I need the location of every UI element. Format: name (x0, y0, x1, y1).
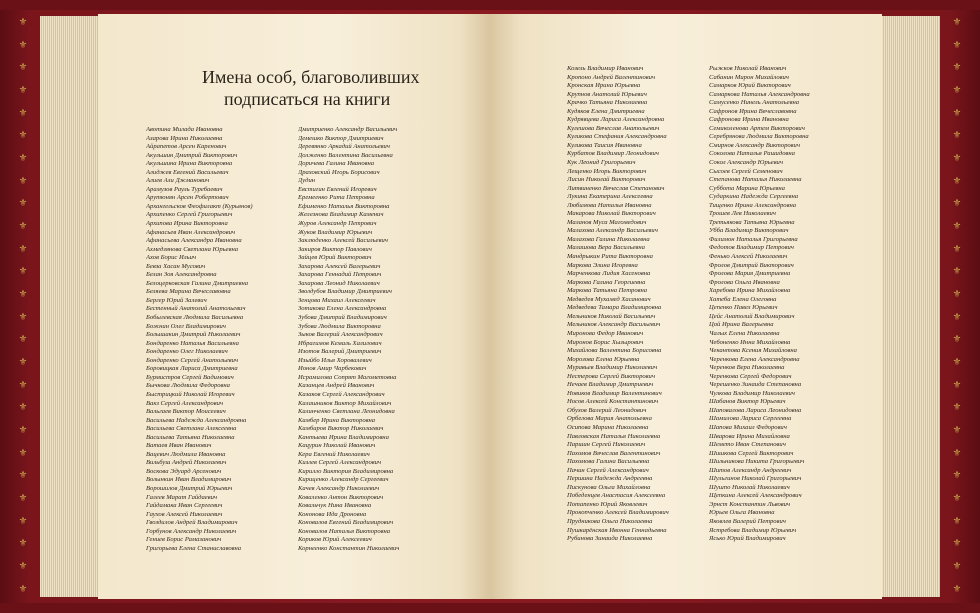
subscriber-name: Сысоев Сергей Семенович (709, 167, 783, 175)
subscriber-name: Шварова Ирина Михайловна (709, 432, 790, 440)
fleur-de-lis-icon: ⚜ (18, 470, 28, 482)
subscriber-name: Мандрыкин Рита Викторовна (567, 253, 653, 261)
subscriber-name: Пахомов Вячеслав Валентинович (567, 449, 661, 457)
subscriber-name: Ясько Юрий Владимирович (709, 535, 786, 543)
subscriber-name: Афанасьева Александра Ивановна (146, 237, 242, 245)
fleur-de-lis-icon: ⚜ (18, 130, 28, 142)
subscriber-name: Камбаров Виктор Николаевич (298, 425, 384, 433)
subscriber-name: Зенцова Михаил Алексеевич (298, 296, 376, 304)
subscriber-name: Корнеенко Константин Николаевич (298, 544, 400, 552)
subscriber-name: Пискунова Ольга Михайловна (567, 483, 651, 491)
subscriber-name: Бевза Хасан Мусович (146, 262, 206, 270)
fleur-de-lis-icon: ⚜ (18, 85, 28, 97)
subscriber-name: Третьякова Татьяна Юрьевна (709, 218, 795, 226)
subscriber-name: Железнова Владимир Каменич (298, 211, 384, 219)
fleur-de-lis-icon: ⚜ (18, 266, 28, 278)
subscriber-name: Миронова Федор Иванович (567, 329, 644, 337)
subscriber-name: Яковлев Валерий Петрович (709, 517, 786, 525)
fleur-de-lis-icon: ⚜ (18, 243, 28, 255)
subscriber-name: Мельников Николай Васильевич (567, 312, 656, 320)
subscriber-name: Маланов Муса Магомедович (567, 218, 647, 226)
subscriber-name: Пахомова Галина Васильевна (567, 458, 650, 466)
left-page-column-1 (146, 126, 253, 553)
fleur-de-lis-icon: ⚜ (18, 493, 28, 505)
subscriber-name: Куликова Стефания Александровна (567, 133, 667, 141)
subscriber-name: Вацевич Людмила Ивановна (146, 450, 226, 458)
fleur-de-lis-icon: ⚜ (952, 221, 962, 233)
fleur-de-lis-icon: ⚜ (18, 311, 28, 323)
subscriber-name: Демешко Виктор Дмитриевич (298, 134, 384, 142)
subscriber-name: Литвиненко Вячеслав Степанович (567, 184, 665, 192)
cover-edge-bottom (0, 603, 980, 613)
subscriber-name: Лукина Екатерина Алексеевна (567, 193, 653, 201)
fleur-de-lis-icon: ⚜ (952, 583, 962, 595)
subscriber-name: Драховский Игорь Борисович (298, 168, 380, 176)
subscriber-name: Сударкина Надежда Сергеевна (709, 193, 799, 201)
subscriber-name: Бестенный Анатолий Анатольевич (146, 305, 246, 313)
cover-edge-top (0, 0, 980, 10)
right-page-column-2 (709, 65, 810, 544)
subscriber-name: Зубова Дмитрий Владимирович (298, 314, 387, 322)
subscriber-name: Черенкова Сергей Федорович (709, 372, 792, 380)
fleur-de-lis-icon: ⚜ (952, 85, 962, 97)
subscriber-name: Сафронова Ирина Ивановна (709, 116, 789, 124)
subscriber-name: Бондаренко Наталья Васильевна (146, 339, 239, 347)
subscriber-name: Самарков Юрий Викторович (709, 82, 791, 90)
subscriber-name: Крупнов Анатолий Юрьевич (567, 90, 647, 98)
subscriber-name: Шульгинов Николай Григорьевич (709, 475, 802, 483)
subscriber-name: Шишкова Сергей Викторович (709, 449, 794, 457)
fleur-de-lis-icon: ⚜ (18, 153, 28, 165)
subscriber-name: Шаповалова Лариса Леонидовна (709, 406, 802, 414)
subscriber-name: Белан Зоя Александровна (146, 271, 217, 279)
subscriber-name: Дудин (298, 177, 316, 185)
fleur-de-lis-icon: ⚜ (952, 538, 962, 550)
subscriber-name: Ахов Борис Ильич (146, 254, 197, 262)
subscriber-name: Калинченко Светлана Леонидовна (298, 408, 395, 416)
subscriber-name: Чебоненко Инна Михайловна (709, 338, 791, 346)
fleur-de-lis-icon: ⚜ (952, 62, 962, 74)
subscriber-name: Нестерова Сергей Викторович (567, 372, 655, 380)
subscriber-name: Беляева Марина Вячеславовна (146, 288, 231, 296)
subscriber-name: Кантыева Ирина Владимировна (298, 433, 389, 441)
subscriber-name: Фролов Дмитрий Викторович (709, 261, 794, 269)
fleur-de-lis-icon: ⚜ (952, 311, 962, 323)
subscriber-name: Арутюнян Арсен Робертович (146, 194, 229, 202)
subscriber-name: Афанасьев Иван Александрович (146, 228, 236, 236)
fleur-de-lis-icon: ⚜ (952, 153, 962, 165)
subscriber-name: Суббота Марина Юрьевна (709, 184, 785, 192)
subscriber-name: Бобылевская Людмила Васильевна (146, 314, 244, 322)
subscriber-name: Болышакин Дмитрий Николаевич (146, 331, 241, 339)
subscriber-name: Соколова Наталья Рашидовна (709, 150, 795, 158)
subscriber-name: Захарова Леонид Николаевич (298, 279, 380, 287)
subscriber-name: Григорьева Елена Станиславовна (146, 544, 242, 552)
subscriber-name: Акульшина Ирина Викторовна (146, 160, 233, 168)
subscriber-name: Фенько Алексей Николаевич (709, 253, 788, 261)
subscriber-name: Бычкова Людмила Федоровна (146, 382, 230, 390)
subscriber-name: Заклюденко Алексей Васильевич (298, 237, 388, 245)
subscriber-name: Хатеба Елена Олеговна (709, 295, 777, 303)
subscriber-name: Осипова Марина Николаевна (567, 423, 649, 431)
subscriber-name: Степанова Наталья Николаевна (709, 176, 802, 184)
fleur-de-lis-icon: ⚜ (18, 334, 28, 346)
subscriber-name: Вакз Сергей Александрович (146, 399, 224, 407)
subscriber-name: Кера Евгений Николаевич (298, 450, 370, 458)
subscriber-name: Цой Ирина Валерьевна (709, 321, 774, 329)
subscriber-name: Качев Александр Николаевич (298, 484, 380, 492)
subscriber-name: Бондаренко Олег Николаевич (146, 348, 228, 356)
subscriber-name: Макарова Николай Викторович (567, 210, 656, 218)
subscriber-name: Пачин Сергей Александрович (567, 466, 649, 474)
title-line-1: Имена особ, благоволивших (202, 67, 420, 87)
fleur-de-lis-icon: ⚜ (952, 107, 962, 119)
subscriber-name: Акульшин Дмитрий Викторович (146, 151, 238, 159)
subscriber-name: Зубова Людмила Викторовна (298, 322, 381, 330)
subscriber-name: Еремеенко Рита Петровна (298, 194, 375, 202)
subscriber-name: Черенкова Елена Александровна (709, 355, 800, 363)
subscriber-name: Куликова Таисия Ивановна (567, 141, 642, 149)
subscriber-name: Евстигин Евгений Игоревич (298, 185, 377, 193)
subscriber-name: Щепкина Алексей Александрович (709, 492, 802, 500)
subscriber-name: Гаухов Алексей Николаевич (146, 510, 223, 518)
subscriber-name: Семиколенова Артем Викторович (709, 124, 805, 132)
subscriber-name: Прудникова Ольга Николаевна (567, 517, 653, 525)
subscriber-name: Лисин Николай Викторович (567, 176, 646, 184)
subscriber-name: Серебрянова Людмила Викторовна (709, 133, 809, 141)
subscriber-name: Кириценко Александр Сергеевич (298, 476, 389, 484)
subscriber-name: Самаркова Наталья Александровна (709, 90, 810, 98)
subscriber-name: Зволдубов Владимир Дмитриевич (298, 288, 392, 296)
subscriber-name: Миронов Борис Хызырович (567, 338, 644, 346)
subscriber-name: Любимова Наталья Ивановна (567, 201, 652, 209)
subscriber-name: Галеев Марат Гайдаевич (146, 493, 218, 501)
subscriber-name: Зотикова Елена Александровна (298, 305, 387, 313)
subscriber-name: Козель Владимир Иванович (567, 65, 644, 72)
subscriber-name: Ворошилов Дмитрий Юрьевич (146, 484, 233, 492)
subscriber-name: Кизлев Сергей Александрович (298, 459, 382, 467)
subscriber-name: Кацурин Николай Иванович (298, 442, 376, 450)
subscriber-name: Кропоно Андрей Валентинович (567, 73, 656, 81)
fleur-de-lis-icon: ⚜ (952, 515, 962, 527)
subscriber-name: Изыйбо Илья Хоровалевич (298, 356, 372, 364)
subscriber-name: Бергер Юрий Залевич (146, 296, 207, 304)
fleur-de-lis-icon: ⚜ (952, 175, 962, 187)
subscriber-name: Кудрявцева Лариса Александровна (567, 116, 665, 124)
subscriber-name: Кудяков Елена Дмитриевна (567, 107, 645, 115)
subscriber-name: Тищенко Ирина Александровна (709, 201, 797, 209)
subscriber-name: Авотина Милада Ивановна (146, 126, 223, 133)
subscriber-name: Смирнов Александр Викторович (709, 141, 800, 149)
subscriber-name: Азарова Ирина Николаевна (146, 134, 223, 142)
subscriber-name: Горбунов Александр Николаевич (146, 527, 237, 535)
subscriber-name: Захарова Алексей Валерьевич (298, 262, 381, 270)
subscriber-name: Ефименко Наталья Викторовна (298, 202, 390, 210)
subscriber-name: Гениев Борис Рамазанович (146, 536, 222, 544)
subscriber-name: Федотов Владимир Петрович (709, 244, 794, 252)
subscriber-name: Малашова Вера Васильевна (567, 244, 645, 252)
subscriber-name: Прокопченко Алексей Владимирович (567, 509, 669, 517)
subscriber-name: Маркова Татьяна Петровна (567, 287, 648, 295)
subscriber-name: Закиров Виктор Павлович (298, 245, 372, 253)
subscriber-name: Васильева Надежда Александровна (146, 416, 247, 424)
fleur-de-lis-icon: ⚜ (952, 198, 962, 210)
subscriber-name: Вальгаев Виктор Моисеевич (146, 408, 226, 416)
subscriber-name: Муравьев Владимир Николаевич (567, 364, 658, 372)
fleur-de-lis-icon: ⚜ (18, 379, 28, 391)
right-page-edges (880, 16, 940, 597)
subscriber-name: Архипова Ирина Викторовна (146, 220, 228, 228)
subscriber-name: Шитов Александр Андреевич (709, 466, 792, 474)
subscriber-name: Филимон Наталья Григорьевна (709, 235, 798, 243)
fleur-de-lis-icon: ⚜ (18, 447, 28, 459)
subscriber-name: Михайлова Валентина Борисовна (567, 347, 662, 355)
subscriber-name: Алиджев Евгений Васильевич (146, 168, 229, 176)
subscriber-name: Алиев Али Джманович (146, 177, 210, 185)
subscriber-name: Курбатов Владимир Леонидович (567, 150, 659, 158)
subscriber-name: Ахмедзянова Светлана Юрьевна (146, 245, 239, 253)
subscriber-name: Чалых Елена Николаевна (709, 329, 780, 337)
subscriber-name: Чулкова Владимир Николаевич (709, 389, 795, 397)
subscriber-name: Павловская Наталья Николаевна (567, 432, 661, 440)
subscriber-name: Коновалов Наталья Викторовна (298, 527, 391, 535)
subscriber-name: Паршин Сергей Николаевич (567, 441, 646, 449)
subscriber-name: Казанцев Андрей Иванович (298, 382, 375, 390)
right-page (490, 14, 882, 599)
fleur-de-lis-icon: ⚜ (18, 221, 28, 233)
subscriber-name: Чекантова Ксения Михайловна (709, 347, 797, 355)
subscriber-name: Зайцев Юрий Викторович (298, 254, 372, 262)
subscriber-name: Калашников Виктор Михайлович (298, 399, 392, 407)
page-title (202, 66, 490, 110)
subscriber-name: Нечаев Владимир Дмитриевич (567, 381, 654, 389)
subscriber-name: Сабанин Мирон Михайлович (709, 73, 789, 81)
subscriber-name: Васильева Светлана Алексеевна (146, 425, 237, 433)
subscriber-name: Васильева Татьяна Николаевна (146, 433, 235, 441)
subscriber-name: Исрамилова Сопрят Магометовна (298, 373, 397, 381)
subscriber-name: Мельников Александр Васильевич (567, 321, 661, 329)
subscriber-name: Коваленко Антон Викторович (298, 493, 384, 501)
fleur-de-lis-icon: ⚜ (952, 266, 962, 278)
subscriber-name: Рыжков Николай Иванович (709, 65, 787, 72)
subscriber-name: Ионов Амир Чарбекович (298, 365, 367, 373)
subscriber-name: Божнин Олег Владимирович (146, 322, 226, 330)
fleur-de-lis-icon: ⚜ (952, 379, 962, 391)
subscriber-name: Обухов Валерий Леонидович (567, 406, 647, 414)
subscriber-name: Орбелова Мария Анатольевна (567, 415, 652, 423)
subscriber-name: Коновалов Евгений Владимирович (298, 519, 394, 527)
subscriber-name: Белоцерковская Галина Дмитриевна (146, 279, 249, 287)
subscriber-name: Малахова Александр Васильевич (567, 227, 658, 235)
subscriber-name: Доричева Галина Ивановна (298, 160, 375, 168)
left-page-column-2 (298, 126, 399, 553)
subscriber-name: Победенцев Анастасия Алексеевна (567, 492, 666, 500)
subscriber-name: Ватаев Иван Иванович (146, 442, 212, 450)
subscriber-name: Цейс Анатолий Владимирович (709, 312, 795, 320)
subscriber-name: Цепенко Павел Юрьевич (709, 304, 778, 312)
fleur-de-lis-icon: ⚜ (18, 561, 28, 573)
subscriber-name: Фролова Ольга Ивановна (709, 278, 780, 286)
subscriber-name: Самусенко Нинель Анатольевна (709, 99, 800, 107)
fleur-de-lis-icon: ⚜ (18, 402, 28, 414)
subscriber-name: Зыков Валерий Александрович (298, 331, 383, 339)
title-line-2: подписаться на книги (224, 89, 391, 109)
fleur-de-lis-icon: ⚜ (18, 198, 28, 210)
subscriber-name: Воскова Эдуард Арсенович (146, 467, 222, 475)
subscriber-name: Потапенко Юрий Яковлевич (567, 500, 648, 508)
fleur-de-lis-icon: ⚜ (952, 334, 962, 346)
subscriber-name: Черенков Вера Николаевна (709, 364, 785, 372)
fleur-de-lis-icon: ⚜ (952, 130, 962, 142)
fleur-de-lis-icon: ⚜ (952, 493, 962, 505)
subscriber-name: Архангельсков Феофилакт (Курьянов) (146, 202, 253, 210)
subscriber-name: Кук Леонид Григорьевич (567, 159, 636, 167)
left-fleur-border (12, 18, 34, 595)
subscriber-name: Шемето Иван Степанович (709, 441, 786, 449)
subscriber-name: Захарова Геннадий Петрович (298, 271, 382, 279)
subscriber-name: Лещенко Игорь Викторович (567, 167, 647, 175)
subscriber-name: Маркова Галина Георгиевна (567, 278, 646, 286)
subscriber-name: Першина Надежда Андреевна (567, 475, 653, 483)
subscriber-name: Ибрагимов Кемаль Халилович (298, 339, 382, 347)
subscriber-name: Крачко Татьяна Николаевна (567, 99, 648, 107)
subscriber-name: Маркова Элина Игоревна (567, 261, 638, 269)
subscriber-name: Архипенко Сергей Григорьевич (146, 211, 233, 219)
subscriber-name: Кориков Юрий Алексеевич (298, 536, 372, 544)
subscriber-name: Шабанов Виктор Юрьевич (709, 398, 786, 406)
fleur-de-lis-icon: ⚜ (952, 17, 962, 28)
fleur-de-lis-icon: ⚜ (18, 357, 28, 369)
fleur-de-lis-icon: ⚜ (18, 62, 28, 74)
subscriber-name: Вильбуш Андрей Николаевич (146, 459, 227, 467)
right-fleur-border (946, 18, 968, 595)
subscriber-name: Журов Александр Петрович (298, 220, 377, 228)
fleur-de-lis-icon: ⚜ (18, 17, 28, 28)
subscriber-name: Трошев Лев Николаевич (709, 210, 776, 218)
subscriber-name: Жуков Владимир Юрьевич (298, 228, 373, 236)
fleur-de-lis-icon: ⚜ (18, 538, 28, 550)
subscriber-name: Бондаренко Сергей Анатольевич (146, 356, 239, 364)
subscriber-name: Гвоздилов Андрей Владимирович (146, 519, 238, 527)
subscriber-name: Носов Алексей Константинович (567, 398, 659, 406)
subscriber-name: Юрьев Ольга Ивановна (709, 509, 775, 517)
fleur-de-lis-icon: ⚜ (952, 425, 962, 437)
fleur-de-lis-icon: ⚜ (952, 243, 962, 255)
fleur-de-lis-icon: ⚜ (952, 357, 962, 369)
subscriber-name: Малахова Галина Николаевна (567, 235, 650, 243)
fleur-de-lis-icon: ⚜ (18, 425, 28, 437)
subscriber-name: Кирилло Виктория Владимировна (298, 467, 394, 475)
subscriber-name: Бурмистров Сергей Вадимович (146, 373, 234, 381)
fleur-de-lis-icon: ⚜ (18, 39, 28, 51)
fleur-de-lis-icon: ⚜ (952, 289, 962, 301)
left-page (98, 14, 490, 599)
subscriber-name: Новиков Владимир Валентинович (567, 389, 662, 397)
subscriber-name: Гайдамака Иван Сергеевич (146, 502, 223, 510)
left-page-edges (40, 16, 100, 597)
subscriber-name: Деревянко Аркадий Анатольевич (298, 143, 390, 151)
fleur-de-lis-icon: ⚜ (18, 515, 28, 527)
subscriber-name: Изотов Валерий Дмитриевич (298, 348, 382, 356)
subscriber-name: Быстрицкий Николай Игоревич (146, 390, 235, 398)
right-page-column-1 (567, 65, 669, 544)
subscriber-name: Эрнст Константин Львович (709, 500, 791, 508)
subscriber-name: Волынкин Иван Владимирович (146, 476, 232, 484)
subscriber-name: Морозова Елена Юрьевна (567, 355, 640, 363)
subscriber-name: Ковальчук Нина Ивановна (298, 502, 372, 510)
subscriber-name: Марченкова Лидия Хасеновна (567, 270, 651, 278)
fleur-de-lis-icon: ⚜ (952, 470, 962, 482)
subscriber-name: Шамилова Лариса Сергеевна (709, 415, 792, 423)
fleur-de-lis-icon: ⚜ (952, 561, 962, 573)
fleur-de-lis-icon: ⚜ (18, 583, 28, 595)
subscriber-name: Кулешова Вячеслав Анатольевич (567, 124, 660, 132)
fleur-de-lis-icon: ⚜ (952, 39, 962, 51)
subscriber-name: Айрапетов Арсен Каренович (146, 143, 227, 151)
subscriber-name: Камбер Ирина Викторовна (298, 416, 376, 424)
subscriber-name: Медведев Мухамед Хасанович (567, 295, 651, 303)
subscriber-name: Медведева Тамара Владимировна (567, 304, 662, 312)
subscriber-name: Шушпо Николай Николаевич (709, 483, 790, 491)
subscriber-name: Убба Владимир Викторович (709, 227, 789, 235)
subscriber-name: Ястребова Владимир Юрьевич (709, 526, 797, 534)
subscriber-name: Шапова Михаил Федорович (709, 423, 787, 431)
subscriber-name: Черешенко Зинаида Степановна (709, 381, 802, 389)
subscriber-name: Казаков Сергей Александрович (298, 390, 385, 398)
fleur-de-lis-icon: ⚜ (18, 107, 28, 119)
subscriber-name: Сафронов Ирина Вячеславовна (709, 107, 797, 115)
subscriber-name: Харебова Ирина Михайловна (709, 287, 791, 295)
subscriber-name: Кронская Ирина Юрьевна (567, 82, 641, 90)
subscriber-name: Рубинова Зинаида Николаевна (567, 535, 653, 543)
subscriber-name: Боровицкая Лариса Дмитриевна (146, 365, 238, 373)
subscriber-name: Сокол Александр Юрьевич (709, 159, 783, 167)
subscriber-name: Дмитриенко Александр Васильевич (298, 126, 398, 133)
subscriber-name: Фролова Мария Дмитриевна (709, 270, 791, 278)
subscriber-name: Арамузов Рауль Туребаевич (146, 185, 223, 193)
fleur-de-lis-icon: ⚜ (952, 447, 962, 459)
fleur-de-lis-icon: ⚜ (18, 175, 28, 187)
subscriber-name: Шильникова Никита Григорьевич (709, 458, 805, 466)
subscriber-name: Кононова Ида Дроновна (298, 510, 367, 518)
fleur-de-lis-icon: ⚜ (952, 402, 962, 414)
subscriber-name: Долженко Валентина Васильевна (298, 151, 393, 159)
subscriber-name: Пушкарёнская Ивонна Геннадьевна (567, 526, 667, 534)
fleur-de-lis-icon: ⚜ (18, 289, 28, 301)
